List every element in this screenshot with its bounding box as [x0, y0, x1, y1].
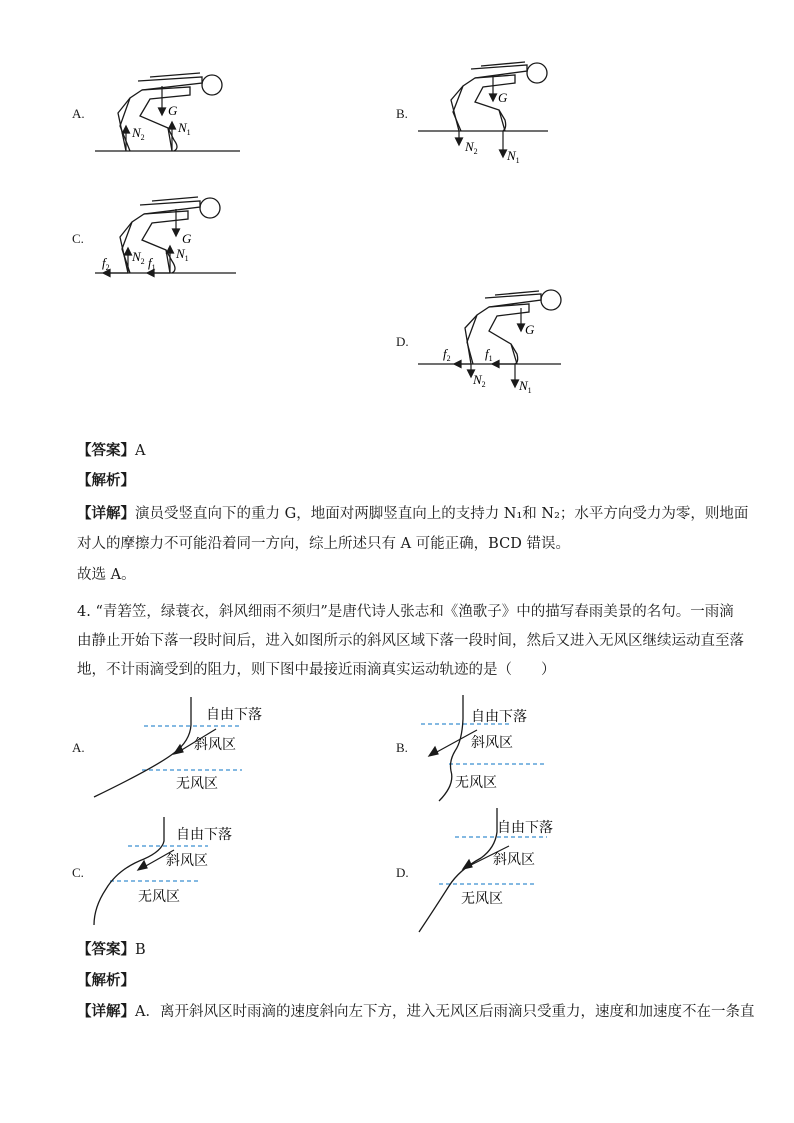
no-wind-label: 无风区	[138, 889, 180, 905]
raindrop-trajectory-b	[413, 695, 583, 805]
g-label: G	[168, 103, 178, 118]
detail-tag: 【详解】	[77, 1003, 135, 1020]
q3-detail-line-1: 【详解】演员受竖直向下的重力 G，地面对两脚竖直向上的支持力 N₁和 N₂；水平方向受力为零，则地面	[77, 505, 749, 522]
answer-value: A	[135, 443, 146, 459]
q3-conclusion: 故选 A。	[77, 567, 136, 583]
q4-detail-line-1: 【详解】A．离开斜风区时雨滴的速度斜向左下方，进入无风区后雨滴只受重力，速度和加速度不在一条直	[77, 1003, 755, 1020]
option-letter-a: A.	[72, 740, 85, 755]
wind-zone-label: 斜风区	[166, 853, 208, 869]
free-fall-label: 自由下落	[206, 707, 262, 723]
answer-value: B	[135, 942, 146, 958]
acrobat-force-diagram-b	[413, 58, 573, 168]
f2-label: $f_2$	[102, 255, 110, 272]
option-letter-c: C.	[72, 865, 84, 880]
n2-label: $N_2$	[465, 139, 478, 156]
wind-zone-label: 斜风区	[471, 735, 513, 751]
q4-analysis-heading: 【解析】	[77, 972, 135, 989]
no-wind-label: 无风区	[176, 776, 218, 792]
n1-label: $N_1$	[176, 246, 189, 263]
detail-tag: 【详解】	[77, 505, 135, 522]
f1-label: $f_1$	[485, 346, 493, 363]
acrobat-force-diagram-a	[90, 68, 250, 163]
free-fall-label: 自由下落	[471, 709, 527, 725]
q4-stem-line-3: 地，不计雨滴受到的阻力，则下图中最接近雨滴真实运动轨迹的是（ ）	[77, 662, 556, 678]
wind-zone-label: 斜风区	[194, 737, 236, 753]
raindrop-trajectory-a	[90, 695, 280, 805]
g-label: G	[525, 322, 535, 337]
option-letter-b: B.	[396, 106, 408, 121]
option-letter-d: D.	[396, 865, 409, 880]
free-fall-label: 自由下落	[176, 827, 232, 843]
n1-label: $N_1$	[507, 148, 520, 165]
acrobat-force-diagram-c	[90, 193, 250, 288]
raindrop-trajectory-c	[90, 817, 260, 929]
g-label: G	[182, 231, 192, 246]
no-wind-label: 无风区	[455, 775, 497, 791]
n1-label: $N_1$	[519, 378, 532, 395]
option-letter-c: C.	[72, 231, 84, 246]
no-wind-label: 无风区	[461, 891, 503, 907]
n1-label: $N_1$	[178, 120, 191, 137]
q4-answer	[77, 936, 727, 964]
n2-label: $N_2$	[473, 372, 486, 389]
answer-tag: 【答案】	[77, 442, 135, 459]
n2-label: $N_2$	[132, 249, 145, 266]
answer-tag: 【答案】	[77, 941, 135, 958]
q3-analysis-heading: 【解析】	[77, 472, 135, 489]
option-letter-d: D.	[396, 334, 409, 349]
q3-detail-line-2: 对人的摩擦力不可能沿着同一方向，综上所述只有 A 可能正确，BCD 错误。	[77, 536, 570, 552]
q4-stem-line-2: 由静止开始下落一段时间后，进入如图所示的斜风区域下落一段时间，然后又进入无风区继续运动直至落	[77, 633, 744, 649]
n2-label: $N_2$	[132, 125, 145, 142]
raindrop-trajectory-d	[413, 808, 583, 934]
free-fall-label: 自由下落	[497, 820, 553, 836]
f1-label: $f_1$	[148, 255, 156, 272]
option-letter-a: A.	[72, 106, 85, 121]
q4-stem-line-1: 4. “青箬笠，绿蓑衣，斜风细雨不须归”是唐代诗人张志和《渔歌子》中的描写春雨美景的名句。一雨滴	[77, 604, 734, 620]
option-letter-b: B.	[396, 740, 408, 755]
q3-answer	[77, 437, 727, 465]
wind-zone-label: 斜风区	[493, 852, 535, 868]
f2-label: $f_2$	[443, 346, 451, 363]
g-label: G	[498, 90, 508, 105]
acrobat-force-diagram-d	[413, 286, 573, 401]
